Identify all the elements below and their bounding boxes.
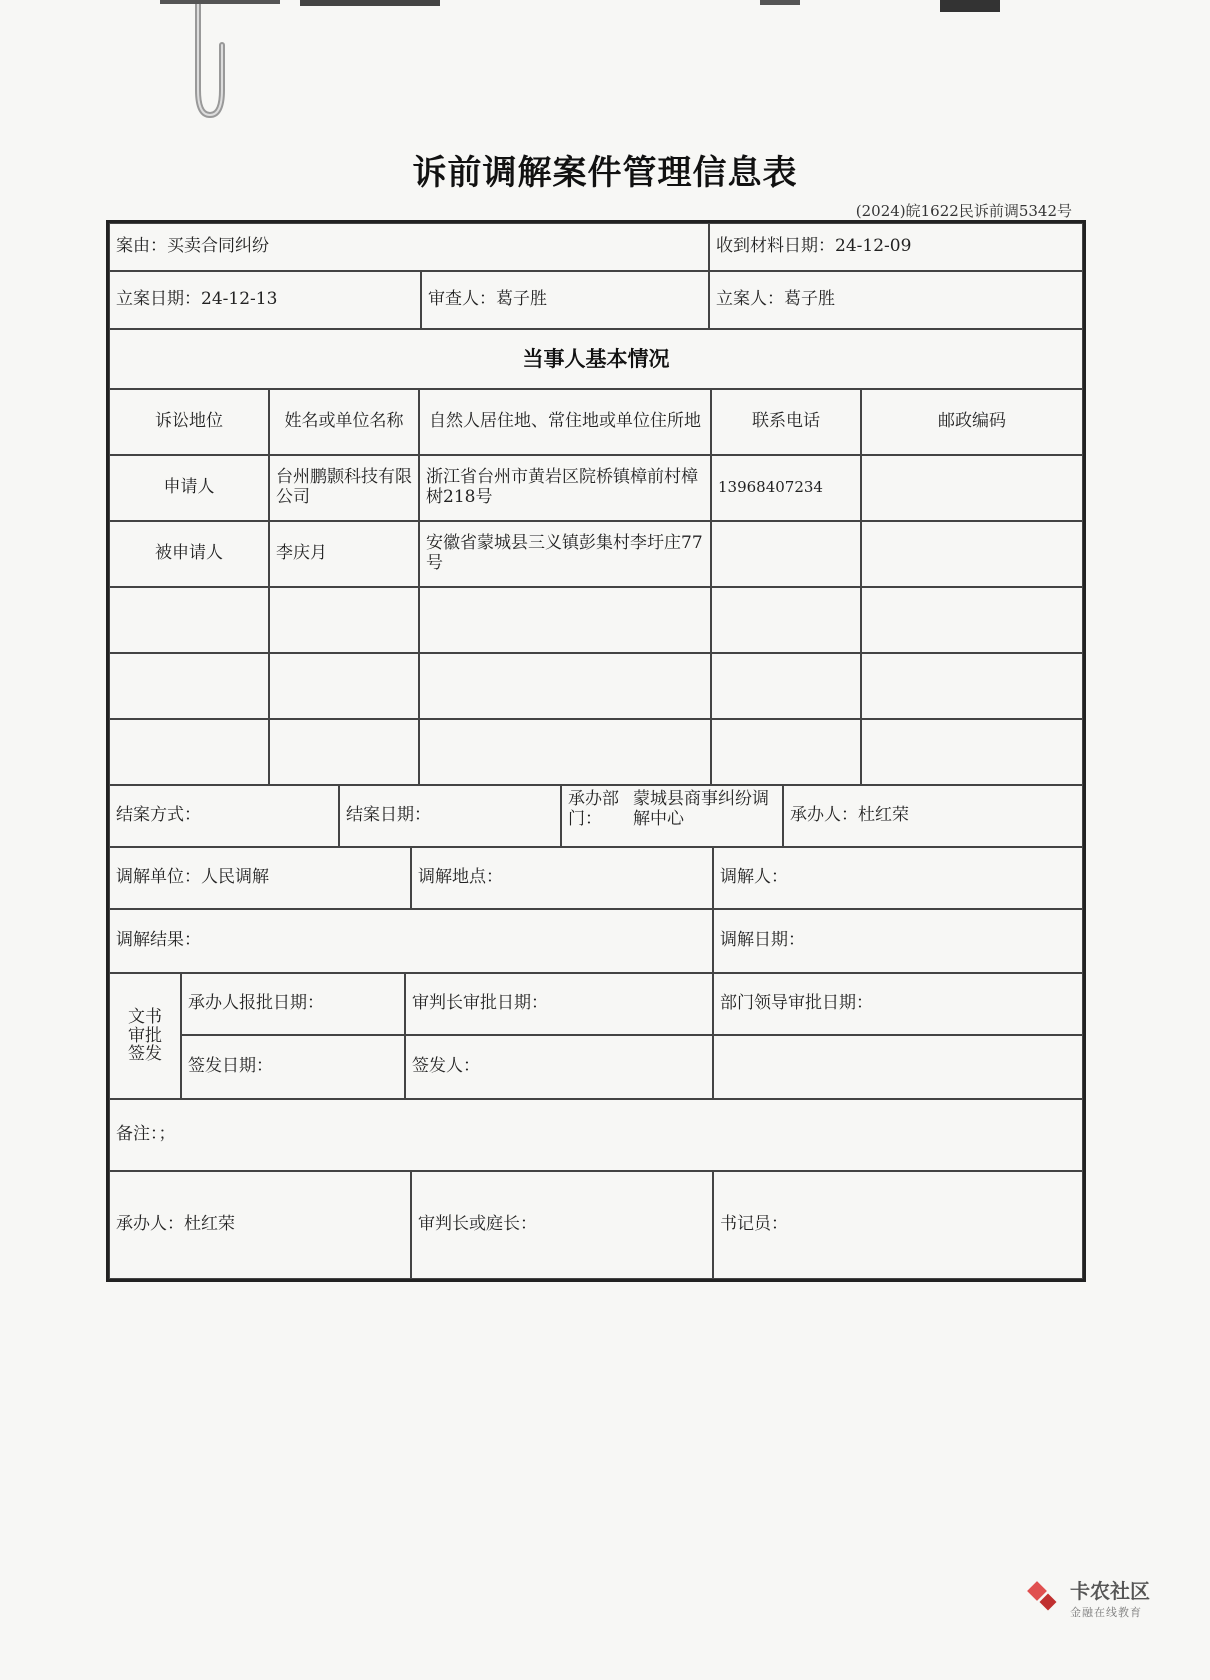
mediation-result-cell xyxy=(109,909,713,973)
mediation-date-cell xyxy=(713,909,1083,973)
case-cause-label: 案由： xyxy=(116,236,167,257)
judge-approval-date-label: 审判长审批日期： xyxy=(412,993,548,1014)
col-header-address: 自然人居住地、常住地或单位住所地 xyxy=(419,389,711,455)
case-info-form xyxy=(106,220,1086,1282)
mediation-place-cell xyxy=(411,847,713,909)
party-postcode xyxy=(861,455,1083,521)
empty-cell xyxy=(861,587,1083,653)
empty-cell xyxy=(419,653,711,719)
judge-approval-date-cell xyxy=(405,973,713,1035)
filer-value: 葛子胜 xyxy=(784,289,835,310)
empty-cell xyxy=(109,587,269,653)
party-role: 申请人 xyxy=(109,455,269,521)
issue-date-cell xyxy=(181,1035,405,1099)
footer-handler-cell xyxy=(109,1171,411,1279)
mediator-cell xyxy=(713,847,1083,909)
empty-cell xyxy=(109,653,269,719)
parties-section-title: 当事人基本情况 xyxy=(109,329,1083,389)
paperclip-icon xyxy=(178,0,238,130)
issue-date-label: 签发日期： xyxy=(188,1056,273,1077)
col-header-name: 姓名或单位名称 xyxy=(269,389,419,455)
close-date-label: 结案日期： xyxy=(346,805,431,826)
empty-cell xyxy=(419,587,711,653)
scan-artifact xyxy=(160,0,1080,14)
party-phone xyxy=(711,521,861,587)
empty-cell xyxy=(269,653,419,719)
case-cause-cell xyxy=(109,223,709,271)
footer-clerk-label: 书记员： xyxy=(720,1214,788,1235)
empty-cell xyxy=(861,653,1083,719)
filing-date-value: 24-12-13 xyxy=(201,289,278,310)
page-title: 诉前调解案件管理信息表 xyxy=(412,153,798,193)
empty-cell xyxy=(861,719,1083,785)
empty-cell xyxy=(269,587,419,653)
party-name: 台州鹏颢科技有限公司 xyxy=(269,455,419,521)
col-header-phone: 联系电话 xyxy=(711,389,861,455)
watermark-subtitle: 金融在线教育 xyxy=(1070,1606,1142,1619)
approval-side-label xyxy=(109,973,181,1099)
party-role: 被申请人 xyxy=(109,521,269,587)
footer-judge-cell xyxy=(411,1171,713,1279)
mediator-label: 调解人： xyxy=(720,867,788,888)
remarks-label: 备注：； xyxy=(116,1124,176,1145)
dept-value: 蒙城县商事纠纷调解中心 xyxy=(633,789,769,829)
empty-cell xyxy=(713,1035,1083,1099)
dept-cell xyxy=(561,785,783,847)
empty-cell xyxy=(109,719,269,785)
case-cause-value: 买卖合同纠纷 xyxy=(167,236,269,257)
empty-cell xyxy=(711,719,861,785)
mediation-unit-label: 调解单位： xyxy=(116,867,201,888)
mediation-unit-cell xyxy=(109,847,411,909)
filing-date-cell xyxy=(109,271,421,329)
col-header-postcode: 邮政编码 xyxy=(861,389,1083,455)
filing-date-label: 立案日期： xyxy=(116,289,201,310)
leader-approval-date-cell xyxy=(713,973,1083,1035)
col-header-role: 诉讼地位 xyxy=(109,389,269,455)
handler-value: 杜红荣 xyxy=(858,805,909,826)
empty-cell xyxy=(269,719,419,785)
remarks-cell xyxy=(109,1099,1083,1171)
filer-label: 立案人： xyxy=(716,289,784,310)
reviewer-value: 葛子胜 xyxy=(496,289,547,310)
party-address: 浙江省台州市黄岩区院桥镇樟前村樟树218号 xyxy=(419,455,711,521)
issuer-cell xyxy=(405,1035,713,1099)
party-phone: 13968407234 xyxy=(711,455,861,521)
received-date-value: 24-12-09 xyxy=(835,236,912,257)
handler-label: 承办人： xyxy=(790,805,858,826)
footer-handler-value: 杜红荣 xyxy=(184,1214,235,1235)
footer-handler-label: 承办人： xyxy=(116,1214,184,1235)
close-method-cell xyxy=(109,785,339,847)
handler-cell xyxy=(783,785,1083,847)
empty-cell xyxy=(711,653,861,719)
reviewer-cell xyxy=(421,271,709,329)
filer-cell xyxy=(709,271,1083,329)
approval-side-text: 文书审批签发 xyxy=(128,1006,162,1065)
mediation-result-label: 调解结果： xyxy=(116,930,201,951)
empty-cell xyxy=(711,587,861,653)
reviewer-label: 审查人： xyxy=(428,289,496,310)
close-method-label: 结案方式： xyxy=(116,805,201,826)
empty-cell xyxy=(419,719,711,785)
handler-approval-date-cell xyxy=(181,973,405,1035)
handler-approval-date-label: 承办人报批日期： xyxy=(188,993,324,1014)
mediation-date-label: 调解日期： xyxy=(720,930,805,951)
received-date-cell xyxy=(709,223,1083,271)
party-name: 李庆月 xyxy=(269,521,419,587)
watermark xyxy=(1026,1575,1150,1620)
logo-icon xyxy=(1026,1580,1062,1616)
party-address: 安徽省蒙城县三义镇彭集村李圩庄77号 xyxy=(419,521,711,587)
dept-label: 承办部门： xyxy=(568,789,619,829)
close-date-cell xyxy=(339,785,561,847)
footer-judge-label: 审判长或庭长： xyxy=(418,1214,537,1235)
mediation-unit-value: 人民调解 xyxy=(201,867,269,888)
mediation-place-label: 调解地点： xyxy=(418,867,503,888)
party-postcode xyxy=(861,521,1083,587)
watermark-title: 卡农社区 xyxy=(1070,1579,1150,1603)
received-date-label: 收到材料日期： xyxy=(716,236,835,257)
footer-clerk-cell xyxy=(713,1171,1083,1279)
case-number: (2024)皖1622民诉前调5342号 xyxy=(855,202,1072,220)
issuer-label: 签发人： xyxy=(412,1056,480,1077)
leader-approval-date-label: 部门领导审批日期： xyxy=(720,993,873,1014)
